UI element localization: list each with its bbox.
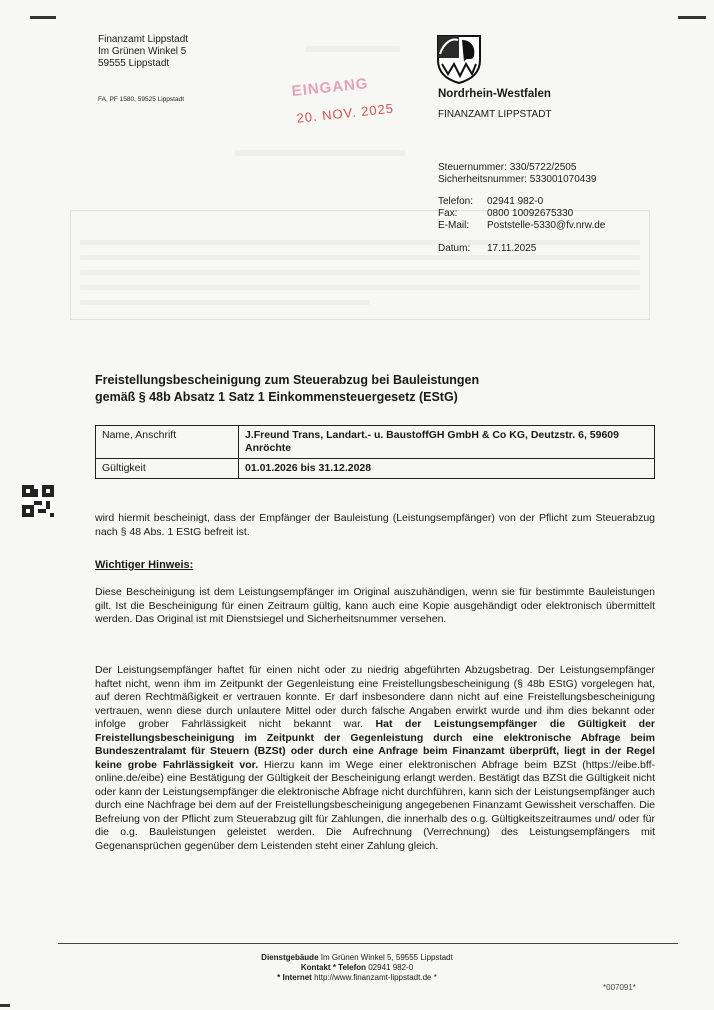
qr-code-icon: [22, 485, 54, 517]
footer-building-value: Im Grünen Winkel 5, 59555 Lippstadt: [320, 953, 453, 962]
return-address: FA, PF 1580, 59525 Lippstadt: [98, 96, 185, 103]
certificate-table: [95, 425, 655, 479]
table-row: [96, 459, 655, 479]
footer-divider: [58, 943, 678, 944]
notice-heading: Wichtiger Hinweis:: [95, 559, 194, 571]
fold-mark-left: [30, 16, 56, 19]
date-label: Datum:: [438, 243, 471, 254]
sender-address: [98, 34, 188, 70]
paragraph-2-text: Der Leistungsempfänger haftet für einen nicht oder zu niedrig abgeführten Abzugsbetrag. Der Leistungsempfänger haftet nicht, wenn ihm im Zeitpunkt der Gegenleistung eine Freistellungsbescheinigung (§ 48b EStG) vorgelegen hat, auf deren Rechtmäßigkeit er vertrauen konnte. Er darf insbesondere dann nicht auf eine Freistellungsbescheinigung vertrauen, wenn diese durch unlautere Mittel oder durch falsche Angaben erwirkt wurde und ihm dies bekannt oder infolge grober Fahrlässigkeit nicht bekannt war.: [95, 664, 655, 730]
phone-label: Telefon:: [438, 196, 474, 207]
sender-street: Im Grünen Winkel 5: [98, 46, 187, 57]
tax-number: Steuernummer: 330/5722/2505: [438, 162, 577, 173]
email-value: Poststelle-5330@fv.nrw.de: [487, 220, 606, 231]
sender-name: Finanzamt Lippstadt: [98, 34, 189, 45]
showthrough-line: [235, 150, 405, 156]
notice-paragraph-1: Diese Bescheinigung ist dem Leistungsempfänger im Original auszuhändigen, wenn sie für bestimmte Bauleistungen gilt. Ist die Bescheinigung für einen Zeitraum gültig, kann auch eine Kopie ausgehändigt oder elektronisch übermittelt werden. Das Original ist mit Dienstsiegel und Sicherheitsnummer versehen.: [95, 586, 655, 625]
showthrough-line: [80, 270, 640, 275]
showthrough-line: [80, 300, 370, 305]
phone-row: [438, 196, 543, 208]
fax-value: 0800 10092675330: [487, 208, 574, 219]
nrw-coat-of-arms-icon: [436, 34, 482, 84]
showthrough-line: [80, 285, 640, 290]
footer-contact-value: 02941 982-0: [368, 963, 414, 972]
showthrough-line: [305, 46, 400, 52]
validity-label: Gültigkeit: [96, 459, 239, 479]
confirmation-text: wird hiermit bescheinigt, dass der Empfänger der Bauleistung (Leistungsempfänger) von der Pflicht zum Steuerabzug nach § 48 Abs. 1 EStG befreit ist.: [95, 512, 655, 538]
stamp-text: EINGANG: [290, 75, 370, 101]
notice-paragraph-2: [95, 664, 655, 853]
document-number: *007091*: [603, 983, 636, 992]
name-label: Name, Anschrift: [96, 426, 239, 459]
name-value: J.Freund Trans, Landart.- u. BaustoffGH GmbH & Co KG, Deutzstr. 6, 59609 Anröchte: [239, 426, 655, 459]
showthrough-line: [80, 255, 640, 260]
stamp-date: 20. NOV. 2025: [295, 100, 395, 126]
title-line-2: gemäß § 48b Absatz 1 Satz 1 Einkommensteuergesetz (EStG): [95, 390, 458, 404]
date-row: [438, 243, 536, 255]
document-title: [95, 372, 655, 406]
email-row: [438, 220, 605, 232]
footer-contact-label: Kontakt * Telefon: [300, 963, 366, 972]
fax-row: [438, 208, 573, 220]
validity-value: 01.01.2026 bis 31.12.2028: [239, 459, 655, 479]
office-name: FINANZAMT LIPPSTADT: [438, 109, 552, 120]
fold-mark-right: [678, 16, 706, 19]
paragraph-2-text-continued: Hierzu kann im Wege einer elektronischen Abfrage beim BZSt (https://eibe.bff-online.de/eibe) eine Bestätigung der Gültigkeit der Bescheinigung erlangt werden. Bestätigt das BZSt die Gültigkeit nicht oder kann der Leistungsempfänger die elektronische Abfrage nicht durchführen, kann sich der Leistungsempfänger auch durch eine Nachfrage bei dem auf der Freistellungsbescheinigung angegebenen Finanzamt Gewissheit verschaffen. Die Befreiung von der Pflicht zum Steuerabzug gilt für Zahlungen, die innerhalb des o.g. Gültigkeitszeitraumes und/ oder für die o.g. Bauleistungen geleistet werden. Die Aufrechnung (Verrechnung) des Leistungsempfängers mit Gegenansprüchen gegenüber dem Leistenden steht einer Zahlung gleich.: [95, 758, 656, 852]
punch-mark: [0, 1004, 10, 1007]
phone-value: 02941 982-0: [487, 196, 544, 207]
showthrough-line: [80, 240, 640, 245]
fax-label: Fax:: [438, 208, 458, 219]
sender-city: 59555 Lippstadt: [98, 58, 170, 69]
email-label: E-Mail:: [438, 220, 470, 231]
footer-internet-label: * Internet: [277, 973, 312, 982]
footer-building-label: Dienstgebäude: [261, 953, 319, 962]
footer-internet: [0, 973, 714, 983]
paragraph-2-bold-text: Hat der Leistungsempfänger die Gültigkeit der Freistellungsbescheinigung im Zeitpunkt der Gegenleistung durch eine elektronische Abfrage beim Bundeszentralamt für Steuern (BZSt) oder durch eine Anfrage beim Finanzamt überprüft, liegt in der Regel keine grobe Fahrlässigkeit vor.: [95, 718, 656, 771]
footer-building: [0, 953, 714, 963]
date-value: 17.11.2025: [487, 243, 537, 254]
state-name: Nordrhein-Westfalen: [438, 88, 551, 100]
footer-internet-link[interactable]: http://www.finanzamt-lippstadt.de *: [314, 973, 437, 982]
title-line-1: Freistellungsbescheinigung zum Steuerabzug bei Bauleistungen: [95, 373, 480, 387]
received-stamp: [285, 73, 399, 148]
footer-contact: [0, 963, 714, 973]
table-row: [96, 426, 655, 459]
security-number: Sicherheitsnummer: 533001070439: [438, 174, 597, 185]
